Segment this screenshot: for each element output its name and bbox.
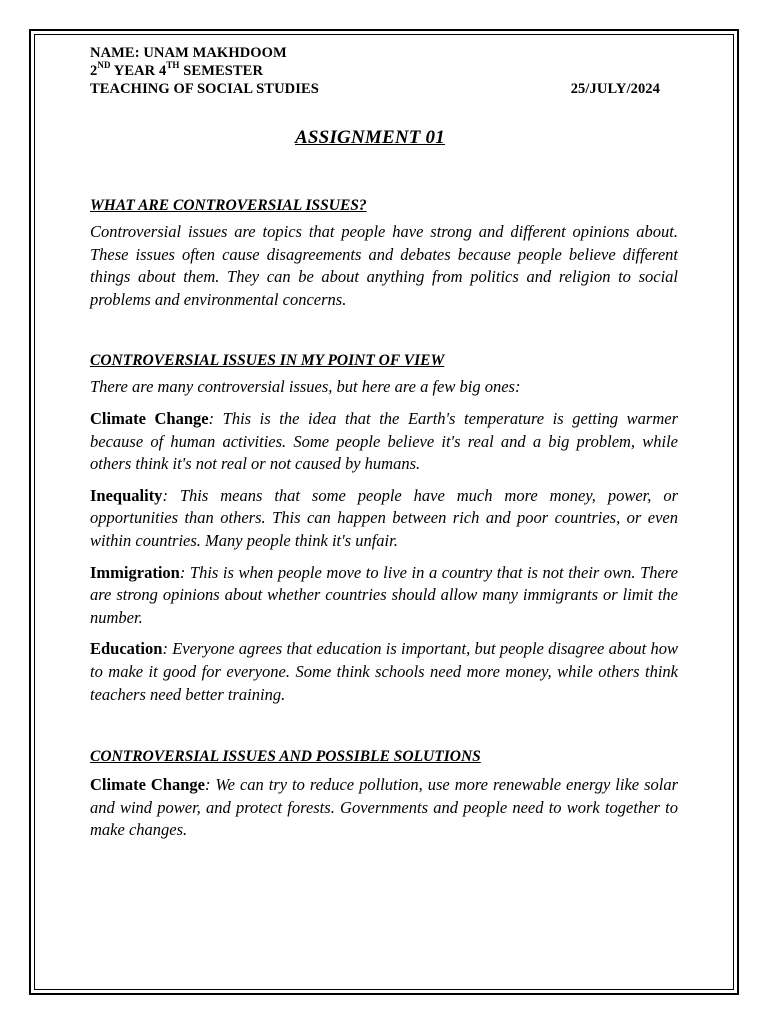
section-intro: There are many controversial issues, but here are a few big ones: bbox=[90, 377, 521, 397]
issue-paragraph bbox=[90, 485, 678, 553]
course-date-row bbox=[90, 80, 678, 98]
issue-text: : This is the idea that the Earth's temperature is getting warmer because of human activities. Some people believe it's real and a big problem, while others think it's not real or not caused by humans. bbox=[90, 408, 678, 474]
section-heading-point-of-view: CONTROVERSIAL ISSUES IN MY POINT OF VIEW bbox=[90, 352, 445, 370]
header-block bbox=[90, 44, 678, 98]
issue-term: Climate Change bbox=[90, 408, 209, 428]
year-number: 2 bbox=[90, 63, 98, 79]
issue-term: Education bbox=[90, 639, 163, 659]
semester-suffix: TH bbox=[166, 60, 180, 71]
issue-term: Immigration bbox=[90, 562, 180, 582]
issue-paragraph bbox=[90, 562, 678, 630]
solution-paragraph bbox=[90, 774, 678, 842]
section-heading-what-are: WHAT ARE CONTROVERSIAL ISSUES? bbox=[90, 197, 367, 214]
section-paragraph-definition: Controversial issues are topics that people have strong and different opinions about. These issues often cause disagreements and debates because people believe different things about them. They can be about anything from politics and religion to social problems and environmental concerns. bbox=[90, 222, 678, 309]
issue-text: : This is when people move to live in a country that is not their own. There are strong opinions about whether countries should allow many immigrants or limit the number. bbox=[90, 562, 678, 627]
student-name: NAME: UNAM MAKHDOOM bbox=[90, 45, 287, 61]
year-suffix: ND bbox=[97, 60, 111, 71]
issue-text: : This means that some people have much more money, power, or opportunities than others. This can happen between rich and poor countries, or even within countries. Many people think it's unfair. bbox=[90, 485, 678, 550]
semester-text: SEMESTER bbox=[179, 63, 264, 79]
assignment-date: 25/JULY/2024 bbox=[570, 81, 660, 97]
document-body bbox=[90, 44, 678, 842]
solution-text: : We can try to reduce pollution, use more renewable energy like solar and wind power, and protect forests. Governments and people need to work together to make changes. bbox=[90, 775, 678, 840]
year-semester-line bbox=[90, 62, 678, 80]
assignment-title: ASSIGNMENT 01 bbox=[295, 127, 445, 148]
year-text: YEAR 4 bbox=[110, 63, 167, 79]
course-name: TEACHING OF SOCIAL STUDIES bbox=[90, 81, 319, 97]
solution-term: Climate Change bbox=[90, 775, 205, 795]
issue-paragraph bbox=[90, 638, 678, 706]
issue-text: : Everyone agrees that education is important, but people disagree about how to make it good for everyone. Some think schools need more money, while others think teachers need better training. bbox=[90, 639, 678, 704]
section-heading-solutions: CONTROVERSIAL ISSUES AND POSSIBLE SOLUTIONS bbox=[90, 748, 481, 766]
issue-term: Inequality bbox=[90, 485, 163, 505]
issue-paragraph bbox=[90, 408, 678, 476]
